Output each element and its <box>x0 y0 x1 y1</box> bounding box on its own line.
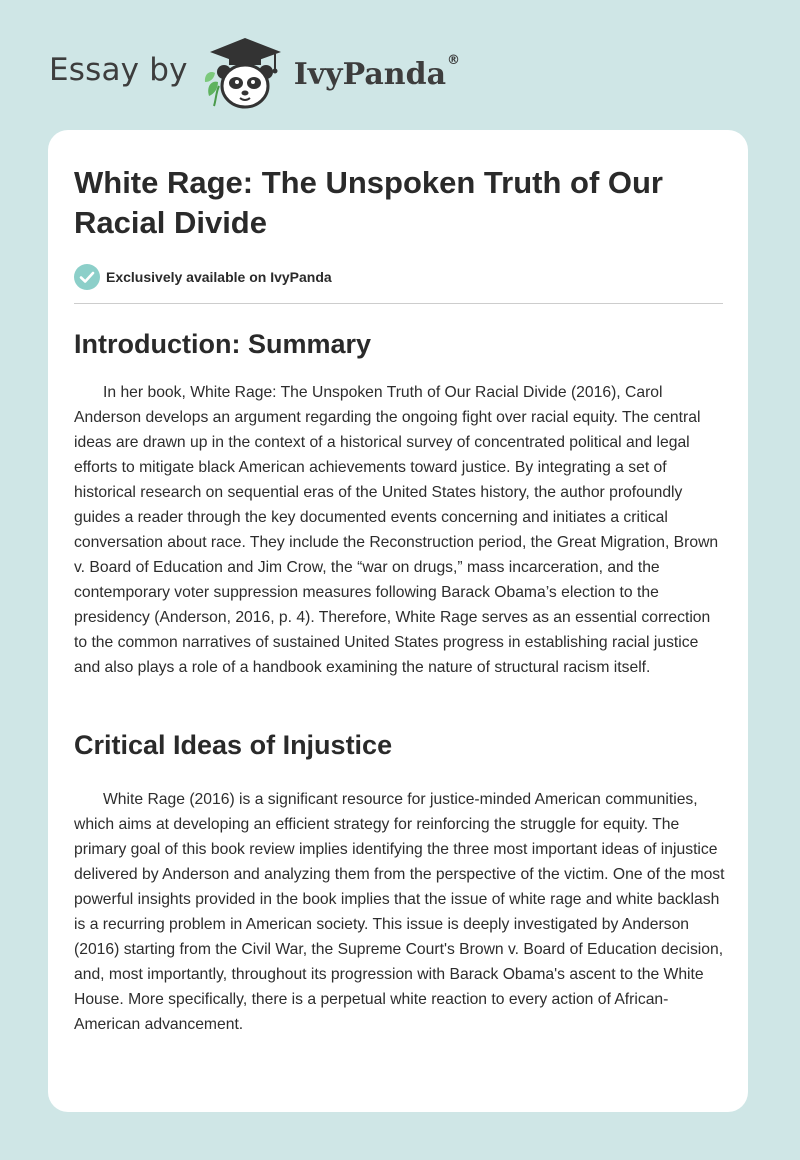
section-heading-introduction: Introduction: Summary <box>74 329 372 359</box>
site-header-brand[interactable] <box>49 36 460 110</box>
check-circle-icon <box>74 264 100 290</box>
title-divider <box>74 303 723 304</box>
section-heading-critical-ideas: Critical Ideas of Injustice <box>74 730 393 760</box>
brand-name: IvyPanda® <box>293 52 461 92</box>
section-body-introduction: In her book, White Rage: The Unspoken Truth of Our Racial Divide (2016), Carol Anderson develops an argument regarding the ongoing fight over racial equity. The central ideas are drawn up in the context of a historical survey of concentrated political and legal efforts to mitigate black American achievements toward justice. By integrating a set of historical research on sequential eras of the United States history, the author profoundly guides a reader through the key documented events concerning and initiates a critical conversation about race. They include the Reconstruction period, the Great Migration, Brown v. Board of Education and Jim Crow, the “war on drugs,” mass incarceration, and the contemporary voter suppression measures following Barack Obama’s election to the presidency (Anderson, 2016, p. 4). Therefore, White Rage serves as an essential correction to the common narratives of sustained United States progress in establishing racial justice and also plays a role of a handbook examining the nature of structural racism itself. <box>74 384 719 676</box>
exclusive-badge-text: Exclusively available on IvyPanda <box>106 269 332 285</box>
brand-prefix: Essay by <box>49 52 188 88</box>
essay-card <box>48 130 748 1112</box>
exclusive-badge <box>74 264 332 290</box>
section-body-critical-ideas: White Rage (2016) is a significant resource for justice-minded American communities, which aims at developing an efficient strategy for reinforcing the struggle for equity. The primary goal of this book review implies identifying the three most important ideas of injustice delivered by Anderson and analyzing them from the perspective of the victim. One of the most powerful insights provided in the book implies that the issue of white rage and white backlash is a recurring problem in American society. This issue is deeply investigated by Anderson (2016) starting from the Civil War, the Supreme Court's Brown v. Board of Education decision, and, most importantly, throughout its progression with Barack Obama's ascent to the White House. More specifically, there is a perpetual white reaction to every action of African-American advancement. <box>74 791 725 1033</box>
panda-graduate-logo-icon <box>202 36 288 110</box>
essay-title: White Rage: The Unspoken Truth of Our Racial Divide <box>74 165 663 240</box>
registered-mark: ® <box>447 52 461 68</box>
